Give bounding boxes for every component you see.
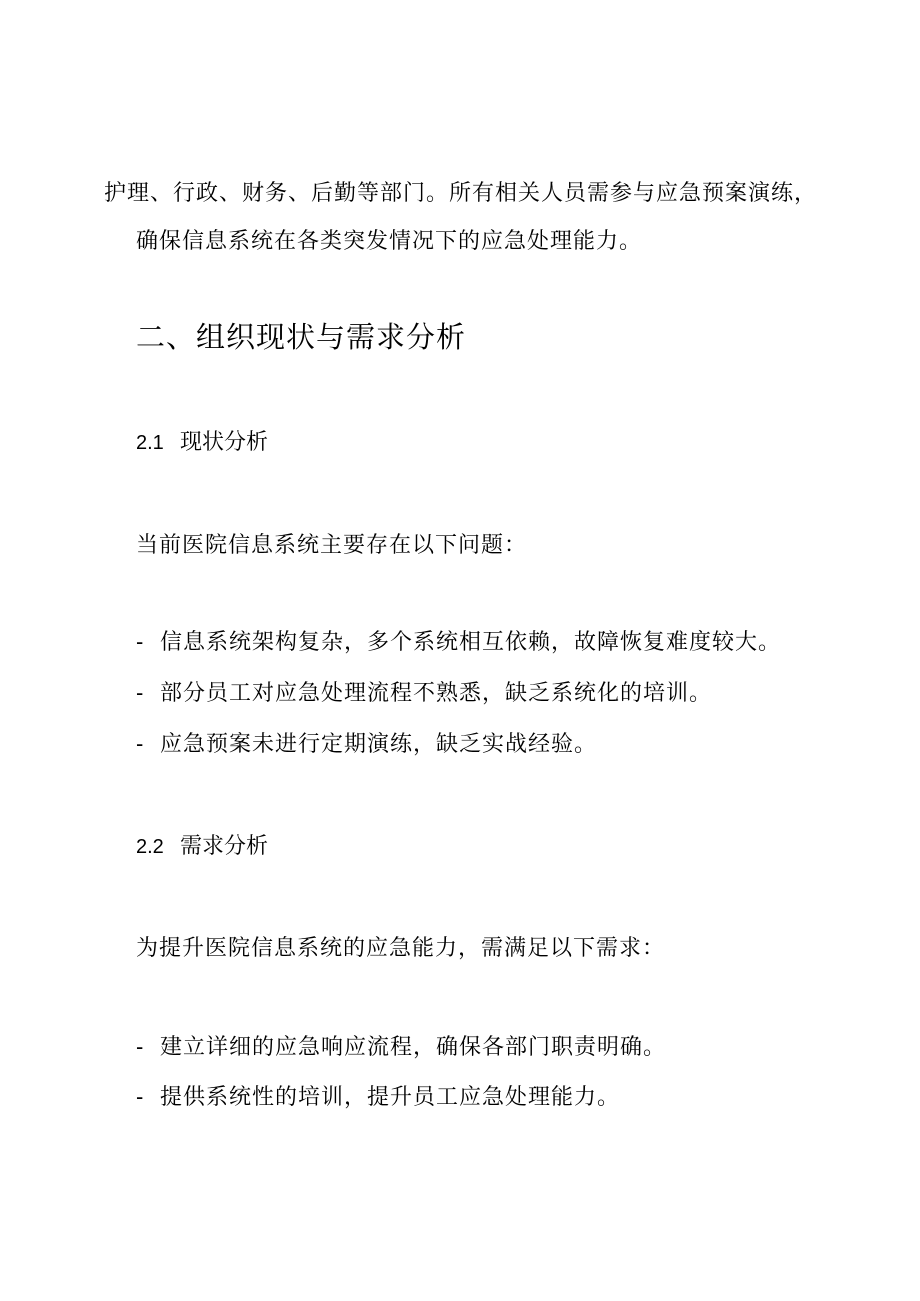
list-item-text: 提供系统性的培训，提升员工应急处理能力。 [160, 1085, 621, 1110]
subsection-heading [136, 832, 268, 862]
bullet-dash: - [136, 1034, 145, 1059]
subsection-number: 2.2 [136, 836, 164, 858]
subsection-number: 2.1 [136, 432, 164, 454]
list-item [136, 678, 712, 709]
list-item [136, 1082, 620, 1113]
subsection-heading [136, 428, 268, 458]
paragraph-line: 当前医院信息系统主要存在以下问题： [136, 533, 528, 558]
paragraph-line: 护理、行政、财务、后勤等部门。所有相关人员需参与应急预案演练， [104, 181, 818, 206]
list-item [136, 627, 781, 658]
list-item-text: 部分员工对应急处理流程不熟悉，缺乏系统化的培训。 [160, 681, 713, 706]
subsection-title: 需求分析 [180, 834, 269, 859]
subsection-title: 现状分析 [180, 430, 269, 455]
section-heading: 二、组织现状与需求分析 [136, 320, 467, 354]
paragraph-line: 确保信息系统在各类突发情况下的应急处理能力。 [136, 229, 643, 254]
list-item [136, 729, 597, 760]
list-item-text: 应急预案未进行定期演练，缺乏实战经验。 [160, 732, 598, 757]
bullet-dash: - [136, 731, 145, 756]
list-item-text: 建立详细的应急响应流程，确保各部门职责明确。 [160, 1035, 667, 1060]
list-item-text: 信息系统架构复杂，多个系统相互依赖，故障恢复难度较大。 [160, 630, 782, 655]
list-item [136, 1032, 666, 1063]
paragraph-line: 为提升医院信息系统的应急能力，需满足以下需求： [136, 936, 666, 961]
bullet-dash: - [136, 629, 145, 654]
bullet-dash: - [136, 1084, 145, 1109]
bullet-dash: - [136, 680, 145, 705]
